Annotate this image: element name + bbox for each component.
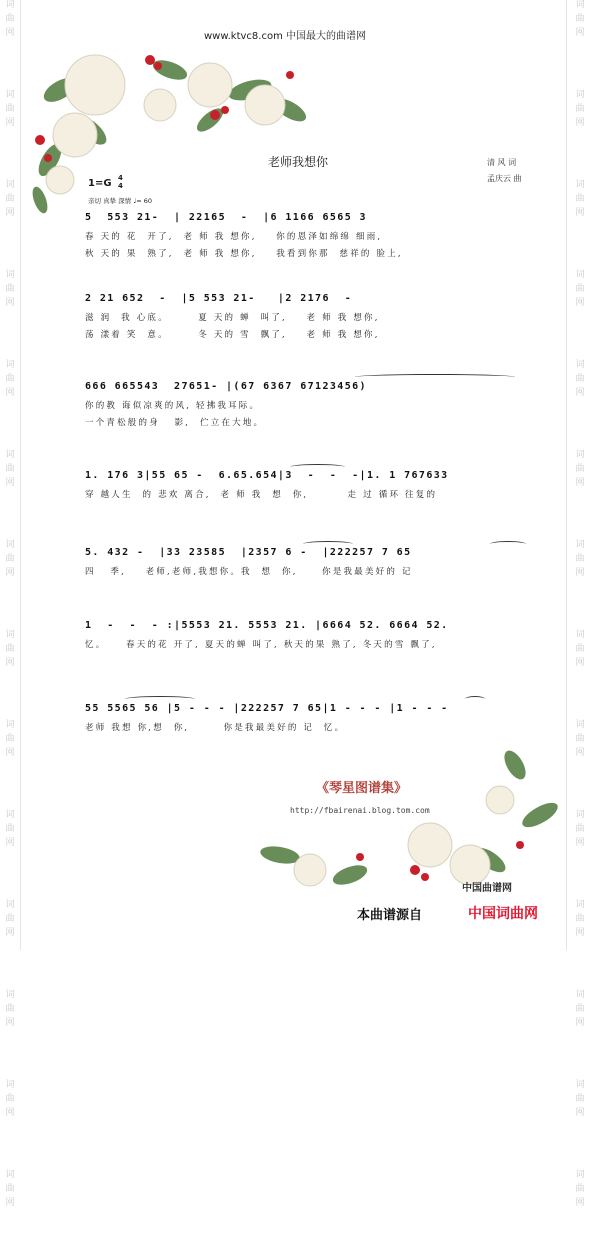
watermark-glyph: 词: [575, 450, 585, 460]
watermark-gap: [3, 132, 17, 158]
watermark-glyph: 曲: [575, 1184, 585, 1194]
watermark-glyph: 网: [575, 568, 585, 578]
watermark-glyph: 网: [5, 1108, 15, 1118]
notation-line: 5 553 21- | 22165 - |6 1166 6565 3: [85, 212, 367, 223]
watermark-glyph: 网: [5, 28, 15, 38]
watermark-glyph: 词: [575, 1080, 585, 1090]
lyric-line: 穿 越人生 的 悲欢 离合, 老 师 我 想 你, 走 过 循环 往复的: [85, 490, 438, 500]
watermark-gap: [573, 402, 587, 428]
watermark-glyph: 网: [5, 568, 15, 578]
watermark-glyph: 曲: [575, 1094, 585, 1104]
composer-credit: 孟庆云 曲: [487, 174, 522, 183]
time-signature-bottom: 4: [118, 182, 123, 190]
key-signature: 1=G: [88, 178, 112, 189]
notation-line: 5. 432 - |33 23585 |2357 6 - |222257 7 65: [85, 547, 412, 558]
blog-url-link[interactable]: http://fbairenai.blog.tom.com: [290, 806, 430, 815]
site-header-line: www.ktvc8.com 中国最大的曲谱网: [204, 31, 367, 42]
slur-mark: [465, 696, 485, 702]
watermark-glyph: 网: [575, 1018, 585, 1028]
watermark-glyph: 网: [5, 1198, 15, 1208]
watermark-gap: [573, 222, 587, 248]
watermark-glyph: 网: [575, 28, 585, 38]
watermark-glyph: 曲: [5, 1004, 15, 1014]
watermark-gap: [3, 492, 17, 518]
watermark-glyph: 词: [5, 630, 15, 640]
watermark-glyph: 词: [5, 270, 15, 280]
tempo-marking: 亲切 真挚 深情 ♩= 60: [88, 197, 153, 205]
watermark-glyph: 网: [575, 658, 585, 668]
watermark-gap: [3, 852, 17, 878]
footer-source-label: 本曲谱源自: [357, 908, 423, 923]
right-watermark-column: [573, 0, 587, 1208]
watermark-glyph: 网: [575, 1108, 585, 1118]
watermark-glyph: 词: [575, 1170, 585, 1180]
watermark-gap: [573, 852, 587, 878]
watermark-glyph: 网: [5, 1018, 15, 1028]
watermark-glyph: 词: [575, 540, 585, 550]
watermark-gap: [573, 492, 587, 518]
watermark-glyph: 曲: [5, 374, 15, 384]
watermark-glyph: 词: [5, 1080, 15, 1090]
slur-mark: [490, 541, 526, 547]
watermark-glyph: 网: [575, 1198, 585, 1208]
watermark-glyph: 词: [5, 360, 15, 370]
watermark-glyph: 曲: [575, 104, 585, 114]
watermark-glyph: 网: [5, 658, 15, 668]
watermark-glyph: 曲: [575, 914, 585, 924]
watermark-glyph: 词: [575, 270, 585, 280]
watermark-glyph: 词: [575, 360, 585, 370]
watermark-glyph: 曲: [5, 194, 15, 204]
watermark-gap: [573, 1122, 587, 1148]
watermark-gap: [3, 582, 17, 608]
watermark-glyph: 曲: [575, 14, 585, 24]
watermark-glyph: 曲: [575, 284, 585, 294]
watermark-glyph: 网: [575, 928, 585, 938]
watermark-gap: [573, 582, 587, 608]
watermark-glyph: 曲: [575, 644, 585, 654]
flower-corner-bottom-right: [240, 745, 570, 915]
watermark-glyph: 曲: [5, 14, 15, 24]
notation-line: 1 - - - :|5553 21. 5553 21. |6664 52. 6664 52.: [85, 620, 449, 631]
watermark-gap: [3, 1212, 17, 1238]
watermark-gap: [573, 312, 587, 338]
watermark-glyph: 曲: [575, 554, 585, 564]
watermark-gap: [3, 672, 17, 698]
watermark-glyph: 词: [5, 990, 15, 1000]
time-signature-top: 4: [118, 174, 123, 182]
lyric-line-verse-1: 春 天的 花 开了, 老 师 我 想你, 你的恩泽如绵绵 细雨,: [85, 232, 383, 242]
watermark-glyph: 曲: [5, 824, 15, 834]
lyric-line-verse-1: 你的教 诲似凉爽的风, 轻拂我耳际。: [85, 401, 261, 411]
left-watermark-column: [3, 0, 17, 1208]
lyric-line-verse-1: 滋 润 我 心底。 夏 天的 蝉 叫了, 老 师 我 想你,: [85, 313, 380, 323]
watermark-glyph: 词: [5, 180, 15, 190]
watermark-gap: [573, 762, 587, 788]
watermark-glyph: 词: [575, 900, 585, 910]
watermark-glyph: 网: [575, 478, 585, 488]
watermark-glyph: 曲: [5, 734, 15, 744]
watermark-gap: [3, 942, 17, 968]
watermark-glyph: 网: [5, 118, 15, 128]
lyric-line-verse-2: 秋 天的 果 熟了, 老 师 我 想你, 我看到你那 慈祥的 脸上,: [85, 249, 403, 259]
watermark-glyph: 词: [575, 0, 585, 10]
notation-line: 2 21 652 - |5 553 21- |2 2176 -: [85, 293, 353, 304]
site-stamp: 中国曲谱网: [462, 883, 512, 894]
watermark-glyph: 曲: [5, 554, 15, 564]
slur-mark: [355, 374, 515, 380]
lyric-line-verse-2: 一个青松般的身 影, 伫立在大地。: [85, 418, 265, 428]
lyric-line: 老师 我想 你,想 你, 你是我最美好的 记 忆。: [85, 723, 346, 733]
watermark-glyph: 词: [5, 540, 15, 550]
watermark-glyph: 词: [5, 90, 15, 100]
watermark-glyph: 词: [5, 810, 15, 820]
watermark-glyph: 曲: [5, 464, 15, 474]
watermark-glyph: 曲: [5, 1094, 15, 1104]
watermark-glyph: 词: [575, 720, 585, 730]
flower-corner-top-left: [20, 30, 320, 230]
watermark-glyph: 曲: [5, 644, 15, 654]
lyric-line: 忆。 春天的花 开了, 夏天的蝉 叫了, 秋天的果 熟了, 冬天的雪 飘了,: [85, 640, 437, 650]
watermark-glyph: 网: [575, 118, 585, 128]
watermark-gap: [3, 762, 17, 788]
time-signature: [118, 174, 123, 190]
watermark-gap: [3, 222, 17, 248]
watermark-gap: [573, 1032, 587, 1058]
notation-line: 1. 176 3|55 65 - 6.65.654|3 - - -|1. 1 767633: [85, 470, 449, 481]
lyric-line-verse-2: 荡 漾着 笑 意。 冬 天的 雪 飘了, 老 师 我 想你,: [85, 330, 380, 340]
watermark-glyph: 网: [5, 298, 15, 308]
watermark-glyph: 曲: [575, 464, 585, 474]
watermark-glyph: 词: [575, 810, 585, 820]
watermark-glyph: 网: [575, 748, 585, 758]
watermark-gap: [573, 942, 587, 968]
watermark-glyph: 曲: [575, 194, 585, 204]
watermark-glyph: 曲: [575, 734, 585, 744]
watermark-glyph: 词: [5, 1170, 15, 1180]
watermark-glyph: 网: [575, 208, 585, 218]
watermark-glyph: 网: [575, 298, 585, 308]
watermark-glyph: 词: [575, 90, 585, 100]
watermark-glyph: 曲: [5, 104, 15, 114]
lyric-line: 四 季, 老师,老师,我想你。我 想 你, 你是我最美好的 记: [85, 567, 413, 577]
collection-name: 《琴星图谱集》: [316, 781, 408, 796]
watermark-gap: [573, 42, 587, 68]
slur-mark: [125, 696, 195, 702]
watermark-glyph: 曲: [5, 1184, 15, 1194]
watermark-glyph: 曲: [575, 374, 585, 384]
watermark-glyph: 词: [575, 180, 585, 190]
watermark-glyph: 词: [5, 720, 15, 730]
watermark-gap: [3, 1032, 17, 1058]
watermark-glyph: 网: [575, 838, 585, 848]
watermark-glyph: 曲: [575, 824, 585, 834]
watermark-glyph: 网: [5, 838, 15, 848]
watermark-glyph: 曲: [5, 914, 15, 924]
watermark-glyph: 网: [575, 388, 585, 398]
watermark-glyph: 曲: [575, 1004, 585, 1014]
song-title: 老师我想你: [268, 155, 329, 169]
watermark-gap: [3, 42, 17, 68]
watermark-glyph: 词: [5, 900, 15, 910]
notation-line: 666 665543 27651- |(67 6367 67123456): [85, 381, 367, 392]
watermark-glyph: 词: [575, 630, 585, 640]
watermark-gap: [3, 1122, 17, 1148]
watermark-gap: [3, 402, 17, 428]
notation-line: 55 5565 56 |5 - - - |222257 7 65|1 - - - |1 - - -: [85, 703, 449, 714]
watermark-glyph: 词: [5, 0, 15, 10]
watermark-glyph: 网: [5, 478, 15, 488]
watermark-gap: [573, 672, 587, 698]
watermark-glyph: 网: [5, 748, 15, 758]
watermark-glyph: 曲: [5, 284, 15, 294]
watermark-glyph: 网: [5, 928, 15, 938]
watermark-glyph: 网: [5, 388, 15, 398]
watermark-gap: [573, 132, 587, 158]
watermark-glyph: 网: [5, 208, 15, 218]
watermark-gap: [3, 312, 17, 338]
watermark-glyph: 词: [5, 450, 15, 460]
footer-site-link[interactable]: 中国词曲网: [468, 906, 538, 922]
watermark-glyph: 词: [575, 990, 585, 1000]
watermark-gap: [573, 1212, 587, 1238]
lyricist-credit: 清 风 词: [487, 158, 517, 167]
